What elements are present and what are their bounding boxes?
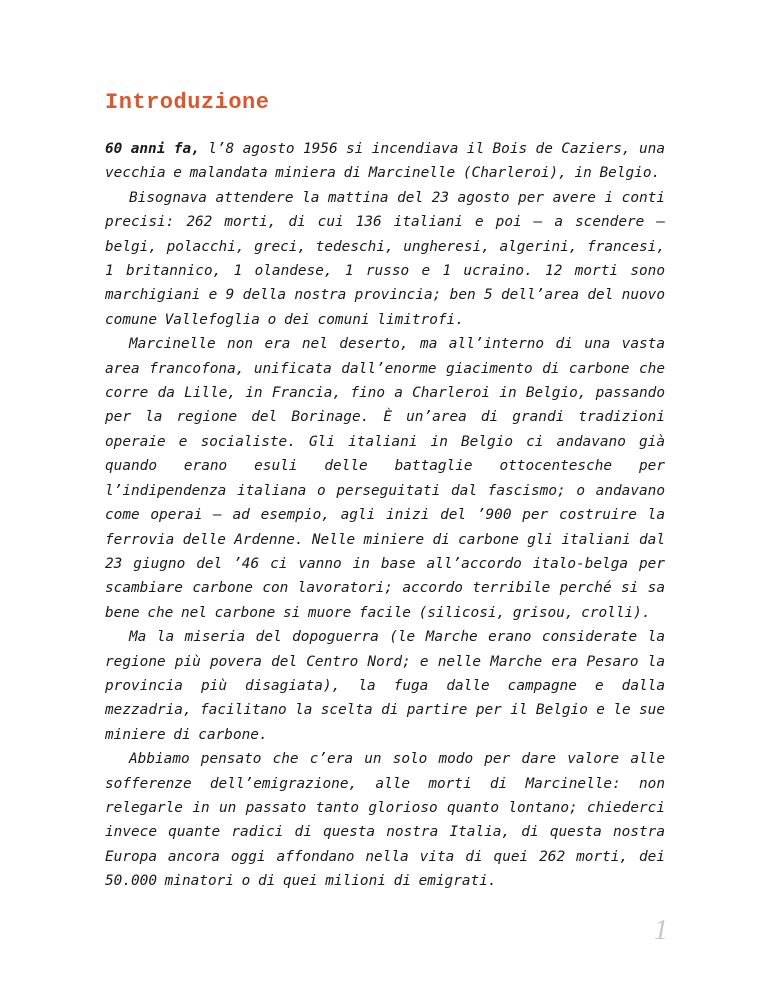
paragraph-1 [105,137,665,186]
paragraph-3: Marcinelle non era nel deserto, ma all’interno di una vasta area francofona, unificata dall’enorme giacimento di carbone che corre da Lille, in Francia, fino a Charleroi in Belgio, passando per la regione del Borinage. È un’area di grandi tradizioni operaie e socialiste. Gli italiani in Belgio ci andavano già quando erano esuli delle battaglie ottocentesche per l’indipendenza italiana o perseguitati dal fascismo; o andavano come operai — ad esempio, agli inizi del ’900 per costruire la ferrovia delle Ardenne. Nelle miniere di carbone gli italiani dal 23 giugno del ’46 ci vanno in base all’accordo italo-belga per scambiare carbone con lavoratori; accordo terribile perché si sa bene che nel carbone si muore facile (silicosi, grisou, crolli). [105,336,665,621]
paragraph-4: Ma la miseria del dopoguerra (le Marche erano considerate la regione più povera del Centro Nord; e nelle Marche era Pesaro la provincia più disagiata), la fuga dalle campagne e dalla mezzadria, facilitano la scelta di partire per il Belgio e le sue miniere di carbone. [105,629,665,743]
page-number: 1 [654,915,668,946]
section-heading: Introduzione [105,90,270,115]
paragraph-5: Abbiamo pensato che c’era un solo modo per dare valore alle sofferenze dell’emigrazione, alle morti di Marcinelle: non relegarle in un passato tanto glorioso quanto lontano; chiederci invece quante radici di questa nostra Italia, di questa nostra Europa ancora oggi affondano nella vita di quei 262 morti, dei 50.000 minatori o di quei milioni di emigrati. [105,751,665,890]
paragraph-2: Bisognava attendere la mattina del 23 agosto per avere i conti precisi: 262 morti, di cui 136 italiani e poi – a scendere – belgi, polacchi, greci, tedeschi, ungheresi, algerini, francesi, 1 britannico, 1 olandese, 1 russo e 1 ucraino. 12 morti sono marchigiani e 9 della nostra provincia; ben 5 dell’area del nuovo comune Vallefoglia o dei comuni limitrofi. [105,189,665,328]
paragraph-1-lead: 60 anni fa, [105,141,200,157]
page-body [105,90,665,894]
paragraph-1-text: l’8 agosto 1956 si incendiava il Bois de Caziers, una vecchia e malandata miniera di Marcinelle (Charleroi), in Belgio. [105,141,665,182]
